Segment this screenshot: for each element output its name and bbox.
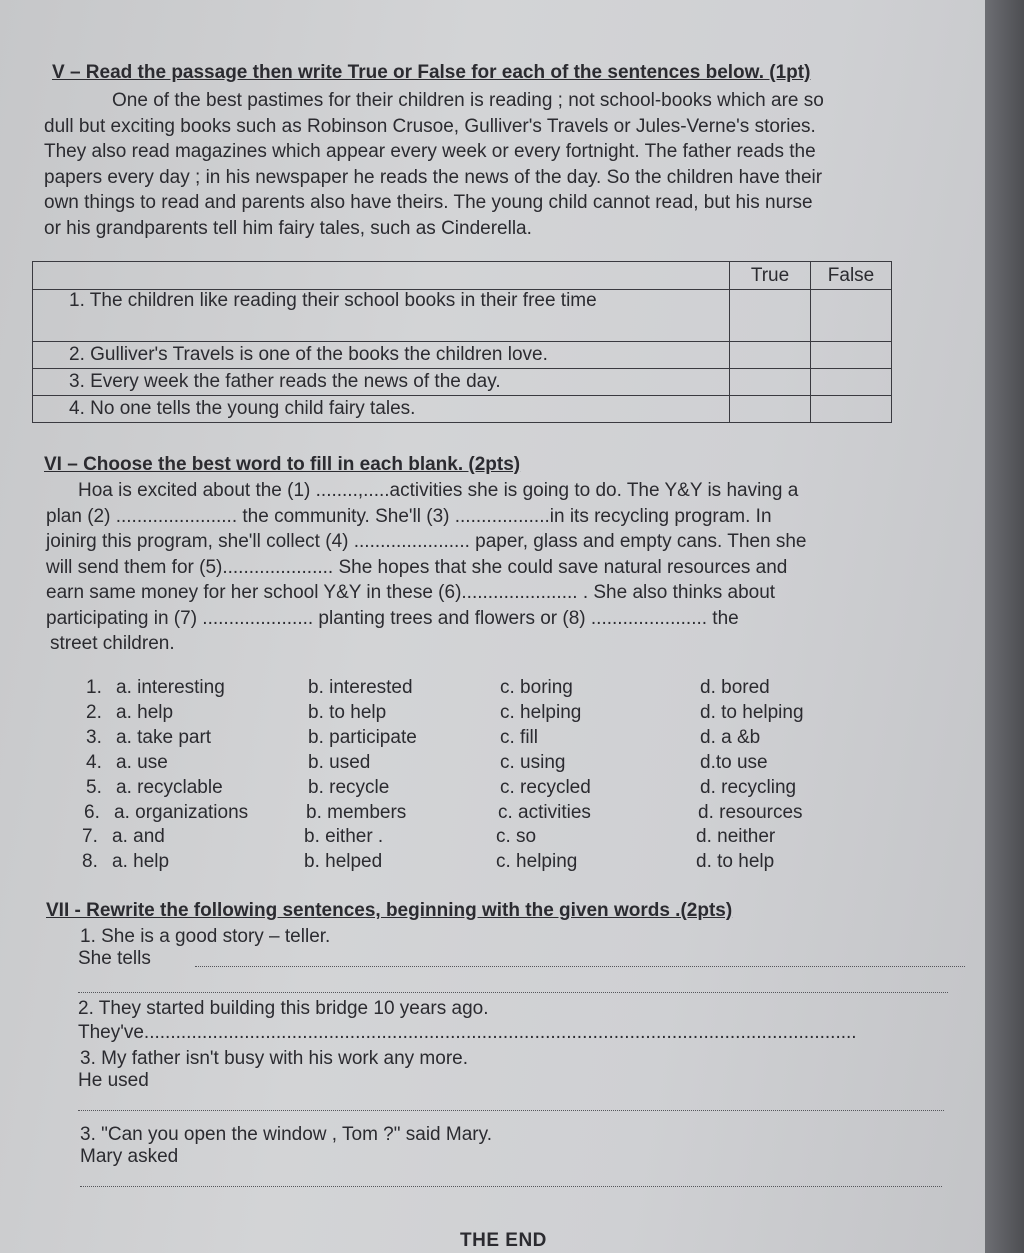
table-header-blank: [33, 262, 730, 290]
option-a[interactable]: a. interesting: [116, 677, 225, 698]
option-d[interactable]: d. a &b: [700, 727, 761, 748]
answer-line-1[interactable]: [195, 966, 965, 967]
rewrite-sentence-2: 2. They started building this bridge 10 years ago.: [78, 998, 489, 1019]
rewrite-sentence-1: 1. She is a good story – teller.: [80, 926, 331, 947]
false-answer-box-4[interactable]: [811, 396, 892, 423]
option-d[interactable]: d. to helping: [700, 702, 804, 723]
section-5-passage: [44, 88, 824, 241]
option-a[interactable]: a. use: [116, 752, 168, 773]
rewrite-starter-4: Mary asked: [80, 1146, 179, 1167]
option-c[interactable]: c. activities: [498, 802, 591, 823]
option-number: 8.: [82, 851, 98, 872]
true-answer-box-2[interactable]: [730, 342, 811, 369]
statement-2: 2. Gulliver's Travels is one of the books the children love.: [33, 342, 730, 369]
option-a[interactable]: a. organizations: [114, 802, 249, 823]
passage-line: papers every day ; in his newspaper he reads the news of the day. So the children have their: [44, 166, 823, 188]
answer-line-3[interactable]: [78, 1110, 944, 1111]
statement-1: 1. The children like reading their school books in their free time: [33, 290, 730, 342]
passage-line: or his grandparents tell him fairy tales, such as Cinderella.: [44, 217, 532, 239]
option-c[interactable]: c. helping: [496, 851, 578, 872]
section-5-heading: V – Read the passage then write True or False for each of the sentences below. (1pt): [52, 62, 811, 83]
rewrite-starter-3: He used: [78, 1070, 149, 1091]
false-answer-box-2[interactable]: [811, 342, 892, 369]
photo-background-edge: [985, 0, 1024, 1253]
option-a[interactable]: a. help: [116, 702, 174, 723]
true-answer-box-3[interactable]: [730, 369, 811, 396]
option-c[interactable]: c. helping: [500, 702, 582, 723]
option-number: 1.: [86, 677, 102, 698]
true-answer-box-4[interactable]: [730, 396, 811, 423]
option-number: 2.: [86, 702, 102, 723]
true-false-table: [32, 261, 892, 423]
passage-line: They also read magazines which appear every week or every fortnight. The father reads the: [44, 141, 816, 162]
option-a[interactable]: a. recyclable: [116, 777, 223, 798]
option-number: 5.: [86, 777, 102, 798]
option-number: 7.: [82, 826, 98, 847]
option-number: 4.: [86, 752, 102, 773]
rewrite-starter-1: She tells: [78, 948, 151, 969]
false-answer-box-3[interactable]: [811, 369, 892, 396]
option-b[interactable]: b. helped: [304, 851, 383, 872]
false-header: False: [811, 262, 892, 290]
section-6-passage: [46, 478, 806, 657]
section-7-heading: VII - Rewrite the following sentences, beginning with the given words .(2pts): [46, 900, 733, 921]
passage-line: street children.: [50, 633, 175, 654]
option-b[interactable]: b. interested: [308, 677, 413, 698]
statement-4: 4. No one tells the young child fairy tales.: [33, 396, 730, 423]
answer-line-4[interactable]: [80, 1186, 942, 1187]
option-d[interactable]: d.to use: [700, 752, 768, 773]
answer-line-1b[interactable]: [78, 992, 948, 993]
the-end-label: THE END: [460, 1230, 547, 1251]
rewrite-sentence-3: 3. My father isn't busy with his work any more.: [80, 1048, 468, 1069]
option-d[interactable]: d. bored: [700, 677, 770, 698]
option-a[interactable]: a. take part: [116, 727, 212, 748]
statement-3: 3. Every week the father reads the news of the day.: [33, 369, 730, 396]
section-6-heading: VI – Choose the best word to fill in each blank. (2pts): [44, 454, 521, 475]
option-c[interactable]: c. recycled: [500, 777, 591, 798]
option-c[interactable]: c. so: [496, 826, 537, 847]
false-answer-box-1[interactable]: [811, 290, 892, 342]
passage-line: Hoa is excited about the (1) ........,.....activities she is going to do. The Y&Y is having a: [78, 480, 799, 501]
option-b[interactable]: b. recycle: [308, 777, 390, 798]
true-header: True: [730, 262, 811, 290]
passage-line: joinirg this program, she'll collect (4) ...................... paper, glass and empty cans. Then she: [46, 531, 807, 552]
rewrite-sentence-4: 3. "Can you open the window , Tom ?" said Mary.: [80, 1124, 492, 1145]
option-b[interactable]: b. either .: [304, 826, 384, 847]
option-c[interactable]: c. fill: [500, 727, 538, 748]
passage-line: plan (2) ....................... the community. She'll (3) ..................in its recycling program. In: [46, 505, 772, 527]
passage-line: earn same money for her school Y&Y in these (6)...................... . She also thinks about: [46, 582, 776, 603]
rewrite-starter-2[interactable]: They've.......................................................................................................................................: [78, 1022, 857, 1043]
option-d[interactable]: d. neither: [696, 826, 776, 847]
option-b[interactable]: b. members: [306, 802, 407, 823]
option-d[interactable]: d. recycling: [700, 777, 797, 798]
option-d[interactable]: d. resources: [698, 802, 803, 823]
passage-line: own things to read and parents also have theirs. The young child cannot read, but his nurse: [44, 192, 813, 213]
option-c[interactable]: c. using: [500, 752, 566, 773]
passage-line: will send them for (5)..................... She hopes that she could save natural resources and: [46, 556, 788, 578]
option-b[interactable]: b. to help: [308, 702, 387, 723]
option-a[interactable]: a. and: [112, 826, 165, 847]
option-b[interactable]: b. participate: [308, 727, 417, 748]
option-b[interactable]: b. used: [308, 752, 371, 773]
option-c[interactable]: c. boring: [500, 677, 573, 698]
passage-line: dull but exciting books such as Robinson Crusoe, Gulliver's Travels or Jules-Verne's stories.: [44, 115, 816, 137]
option-d[interactable]: d. to help: [696, 851, 775, 872]
passage-line: participating in (7) ..................... planting trees and flowers or (8) ...................... the: [46, 607, 739, 629]
option-a[interactable]: a. help: [112, 851, 170, 872]
option-number: 6.: [84, 802, 100, 823]
passage-line: One of the best pastimes for their children is reading ; not school-books which are so: [112, 90, 824, 111]
option-number: 3.: [86, 727, 102, 748]
true-answer-box-1[interactable]: [730, 290, 811, 342]
